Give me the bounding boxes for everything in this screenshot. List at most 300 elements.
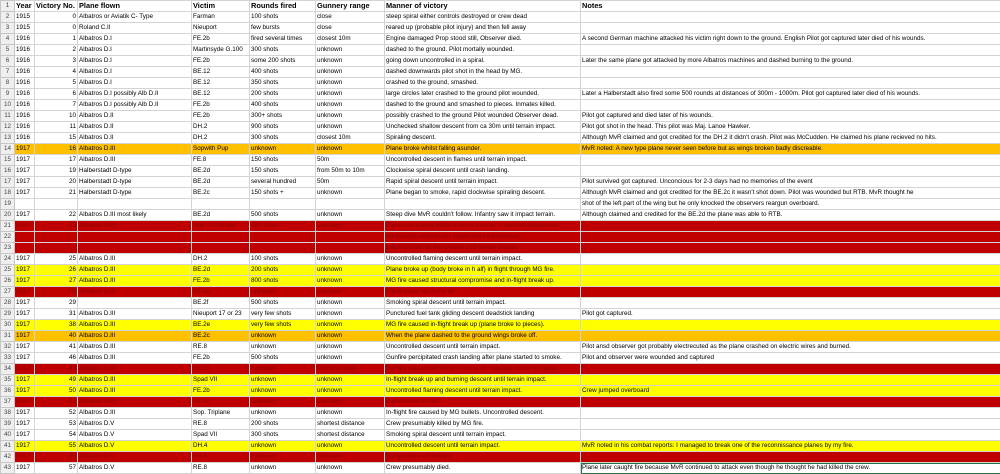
year-cell[interactable]: 1916 bbox=[15, 67, 35, 78]
manner-of-victory-cell[interactable]: possibly crashed to the ground Pilot wounded Observer dead. bbox=[385, 111, 581, 122]
victory-no-cell[interactable] bbox=[35, 199, 78, 210]
manner-of-victory-cell[interactable]: reared up (probable pilot injury) and then fell away bbox=[385, 23, 581, 34]
victory-no-cell[interactable]: 55 bbox=[35, 441, 78, 452]
rounds-fired-cell[interactable] bbox=[250, 232, 316, 243]
gunnery-range-cell[interactable]: shortest distance bbox=[316, 419, 385, 430]
year-cell[interactable]: 1917 bbox=[15, 364, 35, 375]
rounds-fired-cell[interactable]: unknown bbox=[250, 144, 316, 155]
victory-no-cell[interactable]: 50 bbox=[35, 386, 78, 397]
notes-cell[interactable]: Crew jumped overboard bbox=[581, 386, 1000, 397]
row-number[interactable]: 30 bbox=[1, 320, 15, 331]
plane-flown-cell[interactable]: Albatros D.III bbox=[78, 342, 192, 353]
victim-cell[interactable]: FE.2b bbox=[192, 100, 250, 111]
rounds-fired-cell[interactable]: 500 shots bbox=[250, 210, 316, 221]
notes-cell[interactable] bbox=[581, 254, 1000, 265]
row-number[interactable]: 33 bbox=[1, 353, 15, 364]
victory-no-cell[interactable]: 7 bbox=[35, 100, 78, 111]
manner-of-victory-cell[interactable]: crashed to the ground, smashed. bbox=[385, 78, 581, 89]
victory-no-cell[interactable] bbox=[35, 232, 78, 243]
gunnery-range-cell[interactable]: unknown bbox=[316, 353, 385, 364]
victory-no-cell[interactable]: 1 bbox=[35, 34, 78, 45]
manner-of-victory-cell[interactable]: Smoking spiral descent until terrain impact. bbox=[385, 430, 581, 441]
gunnery-range-cell[interactable]: unknown bbox=[316, 342, 385, 353]
year-cell[interactable]: 1917 bbox=[15, 210, 35, 221]
year-cell[interactable]: 1917 bbox=[15, 188, 35, 199]
manner-of-victory-cell[interactable]: dashed to the ground and smashed to pieces. Inmates killed. bbox=[385, 100, 581, 111]
victim-cell[interactable]: BE.2c bbox=[192, 331, 250, 342]
victim-cell[interactable]: DH.2 bbox=[192, 254, 250, 265]
notes-cell[interactable]: MvR noted: A new type plane never seen before but as wings broken badly discreable. bbox=[581, 144, 1000, 155]
plane-flown-cell[interactable] bbox=[78, 243, 192, 254]
rounds-fired-cell[interactable]: 400 shots bbox=[250, 221, 316, 232]
rounds-fired-cell[interactable]: 150 shots + bbox=[250, 188, 316, 199]
gunnery-range-cell[interactable]: 50m bbox=[316, 177, 385, 188]
row-number[interactable]: 3 bbox=[1, 23, 15, 34]
rounds-fired-cell[interactable]: few bursts bbox=[250, 23, 316, 34]
victim-cell[interactable]: Nieuport bbox=[192, 23, 250, 34]
gunnery-range-cell[interactable]: from 50m to 10m bbox=[316, 166, 385, 177]
victory-no-cell[interactable]: 4 bbox=[35, 67, 78, 78]
gunnery-range-cell[interactable]: close bbox=[316, 23, 385, 34]
notes-cell[interactable]: Although MvR claimed and got credited for the BE.2c it wasn't shot down. Pilot was wounded but RTB. MvR thought he bbox=[581, 188, 1000, 199]
notes-cell[interactable] bbox=[581, 331, 1000, 342]
gunnery-range-cell[interactable]: unknown bbox=[316, 397, 385, 408]
year-cell[interactable]: 1916 bbox=[15, 133, 35, 144]
victory-no-cell[interactable]: 46 bbox=[35, 353, 78, 364]
year-cell[interactable]: 1917 bbox=[15, 342, 35, 353]
victory-no-cell[interactable]: 20 bbox=[35, 177, 78, 188]
plane-flown-cell[interactable]: Albatros D.I bbox=[78, 67, 192, 78]
victim-cell[interactable]: BE.2f bbox=[192, 298, 250, 309]
row-number[interactable]: 18 bbox=[1, 188, 15, 199]
plane-flown-cell[interactable]: Albatros D.III bbox=[78, 309, 192, 320]
victory-no-cell[interactable]: 21 bbox=[35, 188, 78, 199]
year-cell[interactable]: 1917 bbox=[15, 408, 35, 419]
notes-cell[interactable] bbox=[581, 100, 1000, 111]
year-cell[interactable]: 1917 bbox=[15, 419, 35, 430]
header-victim[interactable]: Victim bbox=[192, 1, 250, 12]
rounds-fired-cell[interactable]: unknown bbox=[250, 397, 316, 408]
manner-of-victory-cell[interactable]: Clockwise spiral descent until crash landing. bbox=[385, 166, 581, 177]
notes-cell[interactable] bbox=[581, 408, 1000, 419]
victim-cell[interactable]: BE.2d bbox=[192, 177, 250, 188]
victory-no-cell[interactable]: 48 bbox=[35, 364, 78, 375]
year-cell[interactable]: 1916 bbox=[15, 100, 35, 111]
plane-flown-cell[interactable]: Albatros D.I possibly Alb D.II bbox=[78, 89, 192, 100]
gunnery-range-cell[interactable]: unknown bbox=[316, 298, 385, 309]
row-number[interactable]: 11 bbox=[1, 111, 15, 122]
victim-cell[interactable]: RE.8 bbox=[192, 342, 250, 353]
year-cell[interactable]: 1916 bbox=[15, 111, 35, 122]
manner-of-victory-cell[interactable]: Plane broke up in the air. bbox=[385, 287, 581, 298]
plane-flown-cell[interactable]: Albatros D.III bbox=[78, 408, 192, 419]
gunnery-range-cell[interactable]: unknown bbox=[316, 386, 385, 397]
rounds-fired-cell[interactable]: 900 shots bbox=[250, 122, 316, 133]
gunnery-range-cell[interactable]: unknown bbox=[316, 463, 385, 474]
gunnery-range-cell[interactable]: unknown bbox=[316, 276, 385, 287]
notes-cell[interactable] bbox=[581, 287, 1000, 298]
manner-of-victory-cell[interactable]: plane burned on the ground until terrain impact. bbox=[385, 243, 581, 254]
victory-no-cell[interactable]: 3 bbox=[35, 56, 78, 67]
row-number[interactable]: 10 bbox=[1, 100, 15, 111]
victim-cell[interactable]: DH.2 bbox=[192, 133, 250, 144]
gunnery-range-cell[interactable]: unknown bbox=[316, 287, 385, 298]
notes-cell[interactable] bbox=[581, 221, 1000, 232]
rounds-fired-cell[interactable]: very few shots bbox=[250, 309, 316, 320]
gunnery-range-cell[interactable]: shortest range bbox=[316, 364, 385, 375]
header-notes[interactable]: Notes bbox=[581, 1, 1000, 12]
notes-cell[interactable]: Pilot ansd observer got probably electrecuted as the plane crashed on electric wires and burned. bbox=[581, 342, 1000, 353]
notes-cell[interactable]: Pilot got captured and died later of his wounds. bbox=[581, 111, 1000, 122]
plane-flown-cell[interactable]: Albatros D.III most likely bbox=[78, 210, 192, 221]
row-number[interactable]: 4 bbox=[1, 34, 15, 45]
manner-of-victory-cell[interactable]: Wings broke off in flight. bbox=[385, 452, 581, 463]
header-year[interactable]: Year bbox=[15, 1, 35, 12]
year-cell[interactable]: 1917 bbox=[15, 386, 35, 397]
victory-no-cell[interactable]: 11 bbox=[35, 122, 78, 133]
gunnery-range-cell[interactable]: unknown bbox=[316, 210, 385, 221]
manner-of-victory-cell[interactable]: Uncontrolled flaming descent until terrain impact. bbox=[385, 254, 581, 265]
plane-flown-cell[interactable]: Albatros D.III bbox=[78, 331, 192, 342]
row-number[interactable]: 43 bbox=[1, 463, 15, 474]
notes-cell[interactable] bbox=[581, 78, 1000, 89]
year-cell[interactable]: 1917 bbox=[15, 353, 35, 364]
manner-of-victory-cell[interactable]: In-flight break up and burning descent until terrain impact. bbox=[385, 375, 581, 386]
plane-flown-cell[interactable]: Albatros D.I bbox=[78, 34, 192, 45]
rounds-fired-cell[interactable]: unknown bbox=[250, 386, 316, 397]
plane-flown-cell[interactable]: Albatros D.V bbox=[78, 452, 192, 463]
rounds-fired-cell[interactable]: 300 shots bbox=[250, 133, 316, 144]
gunnery-range-cell[interactable]: unknown bbox=[316, 309, 385, 320]
year-cell[interactable]: 1917 bbox=[15, 441, 35, 452]
row-number[interactable]: 42 bbox=[1, 452, 15, 463]
plane-flown-cell[interactable]: Halberstadt D-type bbox=[78, 166, 192, 177]
rounds-fired-cell[interactable]: 800 shots bbox=[250, 276, 316, 287]
victory-no-cell[interactable]: 26 bbox=[35, 265, 78, 276]
year-cell[interactable]: 1915 bbox=[15, 12, 35, 23]
header-gunnery-range[interactable]: Gunnery range bbox=[316, 1, 385, 12]
plane-flown-cell[interactable]: Albatros D.III bbox=[78, 364, 192, 375]
header-manner-of-victory[interactable]: Manner of victory bbox=[385, 1, 581, 12]
year-cell[interactable] bbox=[15, 232, 35, 243]
plane-flown-cell[interactable]: Albatros D.III bbox=[78, 221, 192, 232]
victim-cell[interactable]: Martinsyde G.100 bbox=[192, 45, 250, 56]
gunnery-range-cell[interactable]: unknown bbox=[316, 111, 385, 122]
victim-cell[interactable]: BE.12 bbox=[192, 89, 250, 100]
row-number[interactable]: 21 bbox=[1, 221, 15, 232]
rounds-fired-cell[interactable]: 400 shots bbox=[250, 67, 316, 78]
plane-flown-cell[interactable]: Albatros D.III bbox=[78, 144, 192, 155]
manner-of-victory-cell[interactable]: Plane broke up (body broke in h alf) in flight through MG fire. bbox=[385, 265, 581, 276]
row-number[interactable]: 39 bbox=[1, 419, 15, 430]
notes-cell[interactable] bbox=[581, 12, 1000, 23]
plane-flown-cell[interactable]: Albatros D.III bbox=[78, 254, 192, 265]
rounds-fired-cell[interactable] bbox=[250, 243, 316, 254]
victim-cell[interactable]: DH.4 bbox=[192, 441, 250, 452]
plane-flown-cell[interactable]: Albatros D.II bbox=[78, 122, 192, 133]
year-cell[interactable]: 1917 bbox=[15, 430, 35, 441]
manner-of-victory-cell[interactable]: Uncontrolled flaming descent until terrain impact. bbox=[385, 386, 581, 397]
gunnery-range-cell[interactable]: unknown bbox=[316, 67, 385, 78]
victim-cell[interactable]: RE.8 bbox=[192, 463, 250, 474]
victory-no-cell[interactable]: 53 bbox=[35, 419, 78, 430]
row-number[interactable]: 24 bbox=[1, 254, 15, 265]
notes-cell[interactable]: Pilot got shot in the head. This pilot was Maj. Lanoe Hawker. bbox=[581, 122, 1000, 133]
victim-cell[interactable]: BE.2d bbox=[192, 166, 250, 177]
notes-cell[interactable] bbox=[581, 23, 1000, 34]
notes-cell[interactable] bbox=[581, 232, 1000, 243]
row-number[interactable]: 14 bbox=[1, 144, 15, 155]
row-number[interactable]: 35 bbox=[1, 375, 15, 386]
victim-cell[interactable]: BE.12 bbox=[192, 78, 250, 89]
plane-flown-cell[interactable] bbox=[78, 232, 192, 243]
year-cell[interactable]: 1917 bbox=[15, 265, 35, 276]
victory-no-cell[interactable]: 38 bbox=[35, 320, 78, 331]
year-cell[interactable]: 1915 bbox=[15, 23, 35, 34]
gunnery-range-cell[interactable]: unknown bbox=[316, 265, 385, 276]
victim-cell[interactable]: DH.2 bbox=[192, 122, 250, 133]
victory-no-cell[interactable]: 0 bbox=[35, 23, 78, 34]
row-number[interactable]: 19 bbox=[1, 199, 15, 210]
victory-no-cell[interactable]: 22 bbox=[35, 210, 78, 221]
gunnery-range-cell[interactable]: unknown bbox=[316, 100, 385, 111]
victory-no-cell[interactable]: 2 bbox=[35, 45, 78, 56]
victim-cell[interactable]: BE.2d bbox=[192, 210, 250, 221]
rounds-fired-cell[interactable] bbox=[250, 199, 316, 210]
year-cell[interactable] bbox=[15, 243, 35, 254]
gunnery-range-cell[interactable]: 50m bbox=[316, 155, 385, 166]
notes-cell[interactable] bbox=[581, 166, 1000, 177]
row-number[interactable]: 27 bbox=[1, 287, 15, 298]
notes-cell[interactable]: shot of the left part of the wing but he only knocked the observers reargun overboard. bbox=[581, 199, 1000, 210]
row-number[interactable]: 5 bbox=[1, 45, 15, 56]
rounds-fired-cell[interactable]: unknown bbox=[250, 452, 316, 463]
plane-flown-cell[interactable]: Albatros D.V bbox=[78, 419, 192, 430]
year-cell[interactable] bbox=[15, 199, 35, 210]
rounds-fired-cell[interactable]: 200 shots bbox=[250, 89, 316, 100]
victim-cell[interactable]: BE.12 bbox=[192, 67, 250, 78]
gunnery-range-cell[interactable] bbox=[316, 232, 385, 243]
victory-no-cell[interactable]: 10 bbox=[35, 111, 78, 122]
manner-of-victory-cell[interactable]: large circles later crashed to the ground pilot wounded. bbox=[385, 89, 581, 100]
victim-cell[interactable]: Sop. Triplane bbox=[192, 408, 250, 419]
manner-of-victory-cell[interactable]: Plane lost a wing whilst making a curve, it dashed downwards bbox=[385, 221, 581, 232]
victory-no-cell[interactable]: 0 bbox=[35, 12, 78, 23]
row-number[interactable]: 16 bbox=[1, 166, 15, 177]
victory-no-cell[interactable]: 29 bbox=[35, 298, 78, 309]
row-number[interactable]: 13 bbox=[1, 133, 15, 144]
victim-cell[interactable]: FE.2b bbox=[192, 386, 250, 397]
victory-no-cell[interactable]: 25 bbox=[35, 254, 78, 265]
victory-no-cell[interactable]: 6 bbox=[35, 89, 78, 100]
victim-cell[interactable]: Spad VII bbox=[192, 375, 250, 386]
victim-cell[interactable]: RE.8 bbox=[192, 452, 250, 463]
row-number[interactable]: 7 bbox=[1, 67, 15, 78]
victory-no-cell[interactable]: 57 bbox=[35, 463, 78, 474]
manner-of-victory-cell[interactable]: Unchecked shallow descent from ca 30m until terrain impact. bbox=[385, 122, 581, 133]
notes-cell[interactable]: Although claimed and credited for the BE.2d the plane was able to RTB. bbox=[581, 210, 1000, 221]
gunnery-range-cell[interactable]: unknown bbox=[316, 89, 385, 100]
notes-cell[interactable] bbox=[581, 276, 1000, 287]
year-cell[interactable]: 1917 bbox=[15, 463, 35, 474]
victory-no-cell[interactable]: 40 bbox=[35, 331, 78, 342]
manner-of-victory-cell[interactable]: Steep dive MvR couldn't follow. Infantry saw it impact terrain. bbox=[385, 210, 581, 221]
gunnery-range-cell[interactable]: unknown bbox=[316, 188, 385, 199]
gunnery-range-cell[interactable]: unknown bbox=[316, 56, 385, 67]
victory-no-cell[interactable]: 17 bbox=[35, 155, 78, 166]
rounds-fired-cell[interactable]: 150 shots bbox=[250, 166, 316, 177]
plane-flown-cell[interactable]: Albatros D.III bbox=[78, 353, 192, 364]
notes-cell[interactable]: Later the same plane got attacked by more Albatros machines and dashed burning to the ground. bbox=[581, 56, 1000, 67]
notes-cell[interactable] bbox=[581, 265, 1000, 276]
row-number[interactable]: 41 bbox=[1, 441, 15, 452]
year-cell[interactable]: 1916 bbox=[15, 56, 35, 67]
rounds-fired-cell[interactable]: 500 shots bbox=[250, 353, 316, 364]
victory-no-cell[interactable]: 16 bbox=[35, 144, 78, 155]
victory-no-cell[interactable]: 49 bbox=[35, 375, 78, 386]
plane-flown-cell[interactable]: Albatros D.III bbox=[78, 287, 192, 298]
gunnery-range-cell[interactable]: unknown bbox=[316, 441, 385, 452]
row-number[interactable]: 36 bbox=[1, 386, 15, 397]
plane-flown-cell[interactable]: Halberstadt D-type bbox=[78, 177, 192, 188]
plane-flown-cell[interactable]: Albatros D.III bbox=[78, 397, 192, 408]
victory-no-cell[interactable]: 15 bbox=[35, 133, 78, 144]
gunnery-range-cell[interactable] bbox=[316, 243, 385, 254]
plane-flown-cell[interactable]: Albatros D.V bbox=[78, 441, 192, 452]
gunnery-range-cell[interactable]: unknown bbox=[316, 254, 385, 265]
year-cell[interactable]: 1916 bbox=[15, 34, 35, 45]
plane-flown-cell[interactable]: Albatros D.V bbox=[78, 430, 192, 441]
row-number[interactable]: 40 bbox=[1, 430, 15, 441]
notes-cell[interactable]: Later a Halberstadt also fired some 500 rounds at distances of 300m - 1000m. Pilot got captured later died of his wounds. bbox=[581, 89, 1000, 100]
victory-no-cell[interactable]: 5 bbox=[35, 78, 78, 89]
victory-no-cell[interactable]: 51 bbox=[35, 397, 78, 408]
gunnery-range-cell[interactable]: shortest distance bbox=[316, 430, 385, 441]
victory-no-cell[interactable]: 41 bbox=[35, 342, 78, 353]
rounds-fired-cell[interactable]: unknown bbox=[250, 364, 316, 375]
rounds-fired-cell[interactable]: unknown bbox=[250, 441, 316, 452]
notes-cell[interactable]: Pilot and observer were wounded and captured bbox=[581, 353, 1000, 364]
year-cell[interactable]: 1917 bbox=[15, 276, 35, 287]
victim-cell[interactable] bbox=[192, 232, 250, 243]
notes-cell[interactable] bbox=[581, 243, 1000, 254]
manner-of-victory-cell[interactable]: dashed to the ground. Pilot mortally wounded. bbox=[385, 45, 581, 56]
notes-cell[interactable]: Pilot got captured. bbox=[581, 309, 1000, 320]
year-cell[interactable]: 1917 bbox=[15, 320, 35, 331]
manner-of-victory-cell[interactable]: Uncontrolled descent in flames until terrain impact. bbox=[385, 155, 581, 166]
plane-flown-cell[interactable]: Albatros D.III bbox=[78, 386, 192, 397]
row-number[interactable]: 22 bbox=[1, 232, 15, 243]
rounds-fired-cell[interactable]: unknown bbox=[250, 331, 316, 342]
victory-no-cell[interactable]: 27 bbox=[35, 276, 78, 287]
rounds-fired-cell[interactable]: fired several times bbox=[250, 34, 316, 45]
gunnery-range-cell[interactable]: unknown bbox=[316, 144, 385, 155]
manner-of-victory-cell[interactable]: Uncontrolled descent until terrain impact. bbox=[385, 342, 581, 353]
year-cell[interactable]: 1916 bbox=[15, 78, 35, 89]
manner-of-victory-cell[interactable]: Gunfire percipitated crash landing after plane started to smoke. bbox=[385, 353, 581, 364]
manner-of-victory-cell[interactable]: Gunfire caused left wing to come off. Machine broke to pieces. bbox=[385, 364, 581, 375]
rounds-fired-cell[interactable]: 100 shots bbox=[250, 254, 316, 265]
plane-flown-cell[interactable]: Albatros D.III bbox=[78, 265, 192, 276]
victim-cell[interactable]: FE.2d bbox=[192, 364, 250, 375]
notes-cell[interactable] bbox=[581, 320, 1000, 331]
notes-cell[interactable] bbox=[581, 298, 1000, 309]
year-cell[interactable]: 1917 bbox=[15, 287, 35, 298]
victory-no-cell[interactable]: 23 bbox=[35, 221, 78, 232]
manner-of-victory-cell[interactable]: Engine damaged Prop stood still, Observer died. bbox=[385, 34, 581, 45]
gunnery-range-cell[interactable]: unknown bbox=[316, 408, 385, 419]
year-cell[interactable]: 1916 bbox=[15, 122, 35, 133]
year-cell[interactable]: 1917 bbox=[15, 155, 35, 166]
rounds-fired-cell[interactable]: unknown bbox=[250, 375, 316, 386]
row-number[interactable]: 15 bbox=[1, 155, 15, 166]
row-number[interactable]: 17 bbox=[1, 177, 15, 188]
notes-cell[interactable] bbox=[581, 375, 1000, 386]
manner-of-victory-cell[interactable]: Plane broke in half. bbox=[385, 397, 581, 408]
victim-cell[interactable]: Farman bbox=[192, 12, 250, 23]
notes-cell[interactable] bbox=[581, 67, 1000, 78]
year-cell[interactable]: 1917 bbox=[15, 144, 35, 155]
manner-of-victory-cell[interactable]: MG fire caused in-flight break up (plane broke to pieces). bbox=[385, 320, 581, 331]
gunnery-range-cell[interactable]: unknown bbox=[316, 221, 385, 232]
rounds-fired-cell[interactable]: 300+ shots bbox=[250, 111, 316, 122]
year-cell[interactable]: 1917 bbox=[15, 166, 35, 177]
manner-of-victory-cell[interactable]: going down uncontrolled in a spiral. bbox=[385, 56, 581, 67]
rounds-fired-cell[interactable]: 350 shots bbox=[250, 78, 316, 89]
manner-of-victory-cell[interactable]: steep spiral either controls destroyed or crew dead bbox=[385, 12, 581, 23]
year-cell[interactable]: 1916 bbox=[15, 45, 35, 56]
gunnery-range-cell[interactable]: unknown bbox=[316, 452, 385, 463]
year-cell[interactable]: 1916 bbox=[15, 89, 35, 100]
header-victory-no[interactable]: Victory No. bbox=[35, 1, 78, 12]
manner-of-victory-cell[interactable]: MG fire caused structural compromise and in-flight break up. bbox=[385, 276, 581, 287]
victim-cell[interactable]: BE.2e bbox=[192, 287, 250, 298]
plane-flown-cell[interactable]: Albatros D.I bbox=[78, 56, 192, 67]
rounds-fired-cell[interactable]: 200 shots bbox=[250, 265, 316, 276]
manner-of-victory-cell[interactable]: Plane began to smoke, rapid clockwise spiraling descent. bbox=[385, 188, 581, 199]
row-number[interactable]: 6 bbox=[1, 56, 15, 67]
rounds-fired-cell[interactable]: 200 shots bbox=[250, 419, 316, 430]
year-cell[interactable]: 1917 bbox=[15, 177, 35, 188]
manner-of-victory-cell[interactable]: dashed downwards pilot shot in the head by MG. bbox=[385, 67, 581, 78]
notes-cell[interactable]: Although MvR claimed and got credited for the DH.2 it didn't crash. Pilot was McCudden. He claimed his plane recieved no hits. bbox=[581, 133, 1000, 144]
manner-of-victory-cell[interactable] bbox=[385, 199, 581, 210]
gunnery-range-cell[interactable]: unknown bbox=[316, 78, 385, 89]
manner-of-victory-cell[interactable]: Smoking spiral descent until terrain impact. bbox=[385, 298, 581, 309]
victory-no-cell[interactable]: 56 bbox=[35, 452, 78, 463]
rounds-fired-cell[interactable]: 300 shots bbox=[250, 430, 316, 441]
manner-of-victory-cell[interactable]: Crew presumably died. bbox=[385, 463, 581, 474]
victory-no-cell[interactable]: 54 bbox=[35, 430, 78, 441]
victim-cell[interactable]: FE.2b bbox=[192, 56, 250, 67]
victim-cell[interactable] bbox=[192, 199, 250, 210]
plane-flown-cell[interactable]: Albatros D.III bbox=[78, 276, 192, 287]
header-rounds-fired[interactable]: Rounds fired bbox=[250, 1, 316, 12]
victim-cell[interactable]: FE.2b bbox=[192, 276, 250, 287]
manner-of-victory-cell[interactable]: Punctured fuel tank gliding descent deadstick landing bbox=[385, 309, 581, 320]
row-number[interactable]: 37 bbox=[1, 397, 15, 408]
gunnery-range-cell[interactable]: closest 10m bbox=[316, 133, 385, 144]
victim-cell[interactable]: FE.2b bbox=[192, 397, 250, 408]
row-number[interactable]: 2 bbox=[1, 12, 15, 23]
victim-cell[interactable]: Nieuport 17 or 23 bbox=[192, 309, 250, 320]
manner-of-victory-cell[interactable]: In-flight fire caused by MG bullets. Uncontrolled descent. bbox=[385, 408, 581, 419]
row-number[interactable]: 38 bbox=[1, 408, 15, 419]
notes-cell[interactable]: MvR noted in his combat reports: I managed to break one of the reconnissance planes by my fire. bbox=[581, 441, 1000, 452]
manner-of-victory-cell[interactable]: Spiraling descent. bbox=[385, 133, 581, 144]
rounds-fired-cell[interactable]: very few shots bbox=[250, 320, 316, 331]
notes-cell[interactable] bbox=[581, 397, 1000, 408]
